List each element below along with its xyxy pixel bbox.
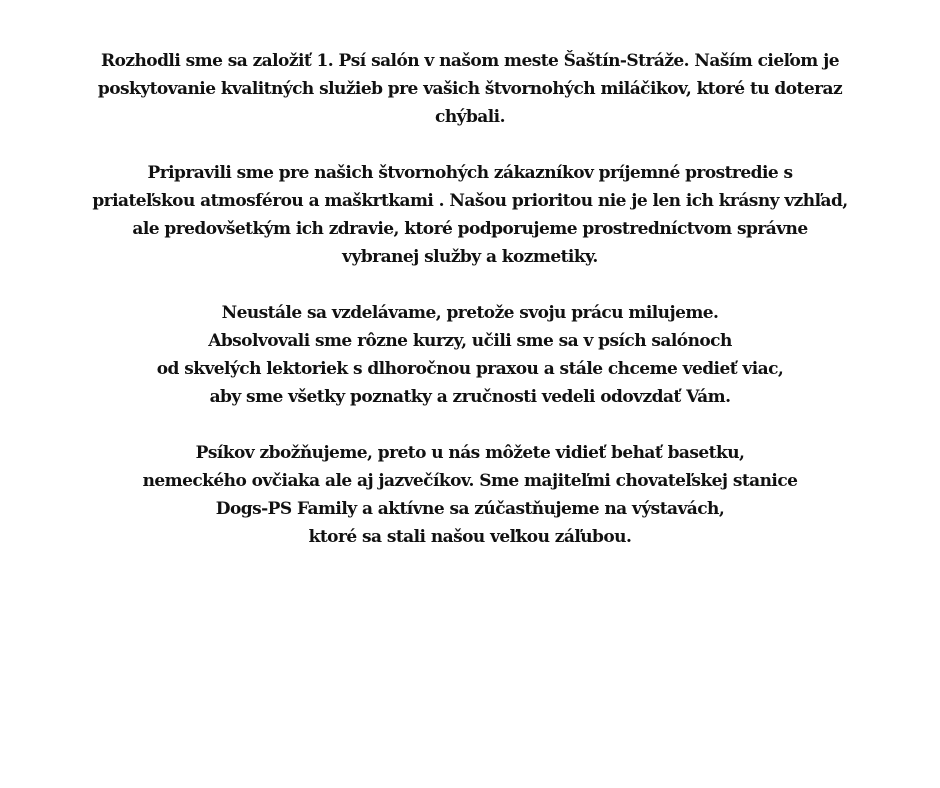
text-line: Absolvovali sme rôzne kurzy, učili sme sa v psích salónoch — [208, 331, 732, 351]
text-line: priateľskou atmosférou a maškrtkami . Našou prioritou nie je len ich krásny vzhľad, — [92, 191, 848, 211]
text-line: od skvelých lektoriek s dlhoročnou praxou a stále chceme vedieť viac, — [156, 359, 784, 379]
text-line: ale predovšetkým ich zdravie, ktoré podporujeme prostredníctvom správne — [132, 219, 808, 239]
paragraph-dogs — [38, 439, 902, 551]
about-text — [38, 47, 902, 579]
text-line: ktoré sa stali našou veľkou záľubou. — [308, 527, 632, 547]
text-line: nemeckého ovčiaka ale aj jazvečíkov. Sme majiteľmi chovateľskej stanice — [142, 471, 798, 491]
text-line: poskytovanie kvalitných služieb pre vašich štvornohých miláčikov, ktoré tu doteraz — [97, 79, 843, 99]
text-line: Psíkov zbožňujeme, preto u nás môžete vidieť behať basetku, — [195, 443, 745, 463]
text-line: vybranej služby a kozmetiky. — [342, 247, 598, 267]
paragraph-environment — [38, 159, 902, 271]
text-line: Pripravili sme pre našich štvornohých zákazníkov príjemné prostredie s — [147, 163, 793, 183]
text-line: Dogs-PS Family a aktívne sa zúčastňujeme na výstavách, — [215, 499, 725, 519]
text-line: Neustále sa vzdelávame, pretože svoju prácu milujeme. — [221, 303, 719, 323]
text-line: Rozhodli sme sa založiť 1. Psí salón v našom meste Šaštín-Stráže. Naším cieľom je — [101, 51, 839, 71]
paragraph-intro — [38, 47, 902, 131]
text-line: aby sme všetky poznatky a zručnosti vedeli odovzdať Vám. — [209, 387, 731, 407]
paragraph-education — [38, 299, 902, 411]
text-line: chýbali. — [435, 107, 505, 127]
